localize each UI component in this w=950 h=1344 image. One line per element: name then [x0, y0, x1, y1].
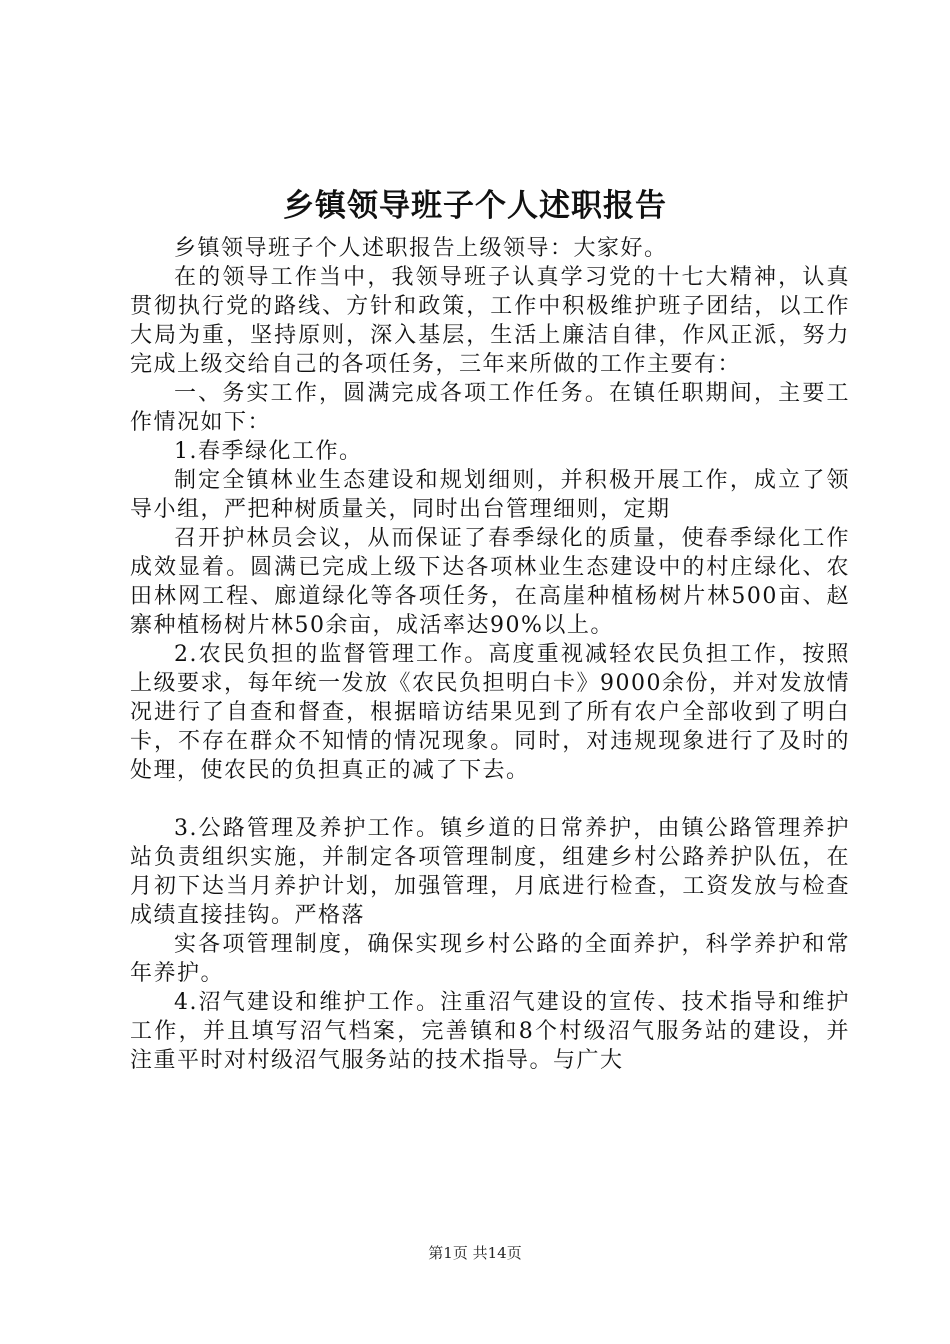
- paragraph-item-3-continued: 实各项管理制度，确保实现乡村公路的全面养护，科学养护和常年养护。: [130, 932, 850, 986]
- paragraph-item-1-detail-a: 制定全镇林业生态建设和规划细则，并积极开展工作，成立了领导小组，严把种树质量关，同时出台管理细则，定期: [130, 468, 850, 522]
- paragraph-item-2: 2.农民负担的监督管理工作。高度重视减轻农民负担工作，按照上级要求，每年统一发放《农民负担明白卡》9000余份，并对发放情况进行了自查和督查，根据暗访结果见到了所有农户全部收到了明白卡，不存在群众不知情的情况现象。同时，对违规现象进行了及时的处理，使农民的负担真正的减了下去。: [130, 642, 850, 783]
- paragraph-item-1-heading: 1.春季绿化工作。: [174, 439, 363, 464]
- paragraph-intro: 在的领导工作当中，我领导班子认真学习党的十七大精神，认真贯彻执行党的路线、方针和政策，工作中积极维护班子团结，以工作大局为重，坚持原则，深入基层，生活上廉洁自律，作风正派，努力完成上级交给自己的各项任务，三年来所做的工作主要有：: [130, 265, 850, 377]
- paragraph-greeting: 乡镇领导班子个人述职报告上级领导：大家好。: [174, 236, 668, 261]
- paragraph-item-4: 4.沼气建设和维护工作。注重沼气建设的宣传、技术指导和维护工作，并且填写沼气档案，完善镇和8个村级沼气服务站的建设，并注重平时对村级沼气服务站的技术指导。与广大: [130, 990, 850, 1073]
- document-title: 乡镇领导班子个人述职报告: [283, 188, 667, 224]
- page-number-footer: 第1页 共14页: [428, 1244, 522, 1262]
- paragraph-section-one: 一、务实工作，圆满完成各项工作任务。在镇任职期间，主要工作情况如下：: [130, 381, 850, 435]
- paragraph-item-1-detail-b: 召开护林员会议，从而保证了春季绿化的质量，使春季绿化工作成效显着。圆满已完成上级下达各项林业生态建设中的村庄绿化、农田林网工程、廊道绿化等各项任务，在高崖种植杨树片林500亩、赵寨种植杨树片林50余亩，成活率达90%以上。: [130, 526, 850, 638]
- document-body: [130, 234, 850, 1075]
- paragraph-item-3: 3.公路管理及养护工作。镇乡道的日常养护，由镇公路管理养护站负责组织实施，并制定各项管理制度，组建乡村公路养护队伍，在月初下达当月养护计划，加强管理，月底进行检查，工资发放与检查成绩直接挂钩。严格落: [130, 816, 850, 928]
